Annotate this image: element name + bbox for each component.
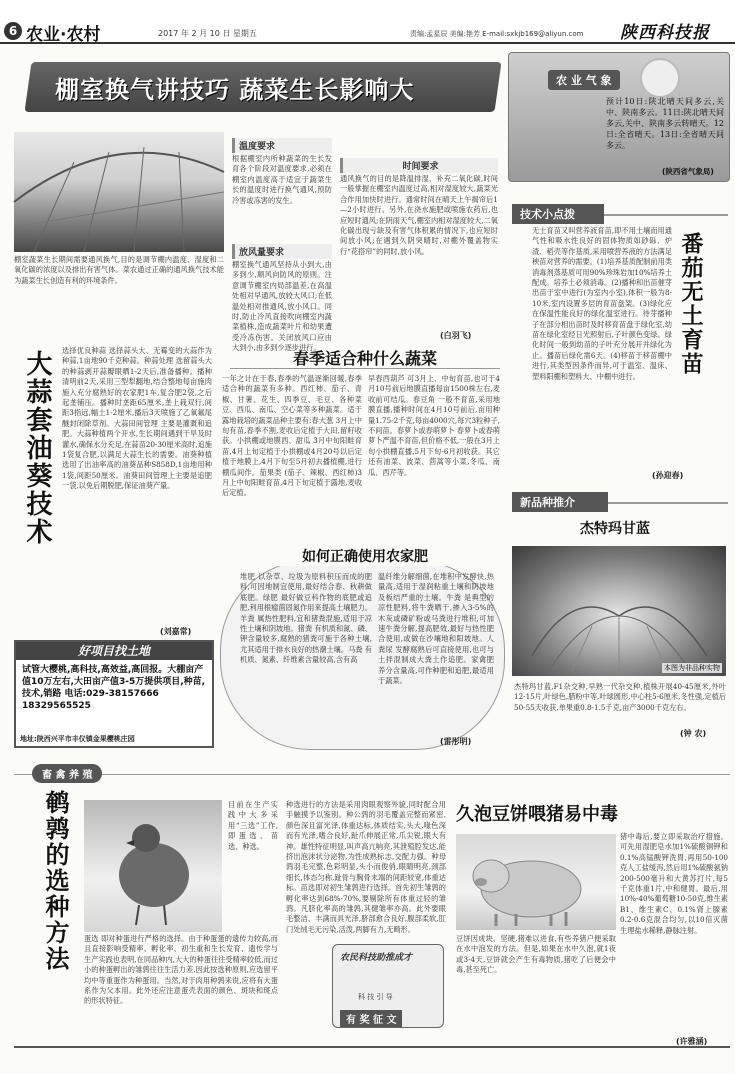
manure-title: 如何正确使用农家肥 [230, 546, 500, 566]
spring-col1: 一年之计在于春,春季的气温逐渐回暖,春季适合种的蔬菜有多种。西红柿、茄子、青椒、甘薯、花生、四季豆、毛豆、各种菜豆、西瓜、南瓜、空心菜等多种蔬菜。适于露地栽培的蔬菜品种主要有:春大葱 3月上中旬有苗,春季不割,麦收后定植于大田,留籽收获。小拱棚或地膜西、甜瓜 3月中旬阳畦育苗,4月上旬定植于小拱棚或4月20号以后定植于地膜上,4月下旬至5月初去播植棚,进行棚瓜间作。茄果类 (茄子、辣椒、西红柿)3月上中旬阳畦育苗,4月下旬定植于露地,麦收后定植。 [222, 374, 362, 498]
piglet-shape-icon [456, 834, 616, 930]
variety-text: 杰特玛甘蓝,F1杂交种,早熟一代杂交种,植株开展40-45厘米,外叶12-15片,叶绿色,腊粉中等,叶球圆形,中心柱5-6厘米,冬性强,定植后50-55天收获,单果重0.8-1.5千克,亩产3000千克左右。 [514, 682, 726, 712]
stamp-line2: 科 技 引 导 [358, 993, 393, 1001]
manure-col1: 堆肥 以杂草、垃圾为原料积压而成的肥料,可因地制宜使用,最好结合春、秋耕做底肥。绿肥 最好做豆科作物的底肥或追肥,利用根瘤菌固氮作用来提高土壤肥力。羊粪 属热性肥料,宜和猪粪混施,适用于凉性土壤和阴坡地。猪粪 有机质和氮、磷、钾含量较多,腐熟的猪粪可施于各种土壤,尤其适用于排水良好的热潮土壤。马粪 有机质、氮素、纤维素含量较高,含有高 [240, 572, 372, 665]
spring-rule [230, 368, 500, 369]
sun-icon [640, 58, 680, 98]
cabbage-photo-caption: 本图为非品种实物 [664, 664, 720, 672]
quail-title: 鹌鹑的选种方法 [41, 790, 69, 972]
temperature-text: 根据棚室内所种蔬菜的生长发育各个阶段对温度要求,必须在棚室内温度高于适宜于蔬菜生长的温度时进行换气通风,预防冷害或冻害的发生。 [232, 154, 332, 205]
editor-line: 责编:孟星辰 美编:艳芳 E-mail:sxkjb169@aliyun.com [410, 30, 584, 38]
weather-text: 预计10日:陕北晴天间多云,关中、陕南多云。11日:陕北晴天间多云,关中、陕南多云转晴天。12日:全省晴天。13日:全省晴天间多云。 [606, 97, 724, 150]
variety-rule [608, 502, 728, 504]
timing-text: 通风换气的目的是降温排湿、补充二氧化碳,时间一般掌握在棚室内温度过高,相对湿度较大,蔬菜光合作用加快时进行。通常时间在晴天上午揭帘后1—2小时进行。另外,在浇水施肥或喷施农药后,也应短时通风;在阴雨天气,棚室内相对湿度较大,二氧化碳出现亏缺及有害气体积累的情况下,也应短时间放小风;在遇到久阴突晴时,对棚外覆盖物实行“花搭帘”的同时,放小风。 [340, 174, 498, 256]
tips-text: 无土育苗又叫营养液育苗,即不用土壤而用通气性和吸水性良好的固体物质如砂砾、炉渣、稻壳等作基质,采用喷营养液的方法满足秧苗对营养的需要。(1)培养基质配制前用类消毒剂蒸基质可用90%珍珠岩加10%培养土配成。培养土必须消毒。(2)播种和出苗催芽出苗于室中进行(为室内小室),体积一般为8-10米,室内设置多层的育苗盘架。(3)绿化应在保温性能良好的绿化温室进行。待芽播种子在部分相出苗时及时移育苗盘于绿化室,幼苗在绿化室经日光照射后,子叶颜色变绿。绿化时间一般到幼苗的子叶充分展开并绿化为止。播苗后绿化需6天。(4)移苗于移苗棚中进行,其类型因条件而异,可于温室、温床、塑料阳棚和塑料大、中棚中进行。 [532, 226, 672, 381]
greenhouse-caption: 棚室蔬菜生长期间需要通风换气,目的是调节棚内温度、湿度和二氧化碳的浓度以及排出有害气体。菜农通过正确的通风换气技术能为蔬菜生长创造有利的环境条件。 [14, 255, 224, 285]
cabbage-photo [512, 546, 726, 676]
spring-title: 春季适合种什么蔬菜 [292, 349, 437, 368]
garlic-title: 大蒜套油葵技术 [22, 350, 52, 546]
airflow-text: 棚室换气通风坚持从小到大,由多到少,顺风向防风的原则。注意调节棚室内局部温差,在高温处相对早通风,放较大风口;在低温处相对推通风,放小风口。同时,防止冷风直接吹向棚室内蔬菜植株,造成蔬菜叶片和幼果遭受冷冻伤害。关闭放风口应由大到小,由多到少逐步进行。 [232, 260, 332, 353]
issue-date-text: 2017 年 2 月 10 日 [158, 29, 231, 38]
pig-text-left: 豆饼因成块、坚硬,猪难以进食,有些养猪户便采取在水中泡发的方法。但是,如果在水中久泡,就1夜或3-4天,豆饼就会产生有毒物质,猪吃了后便会中毒,甚至死亡。 [456, 934, 616, 975]
livestock-band: 畜 禽 养 殖 [32, 764, 102, 783]
page-number-badge [4, 22, 22, 40]
garlic-text: 选择优良种蒜 选择蒜头大、无霉变的大蒜作为种蒜,1亩地90千克种蒜。种蒜处理 选留蒜头大的种蒜剥开蒜瓣眼晒1-2天后,准备播种。播种 清明前2天,采用三型犁翻地,结合整地每亩施肉施入充分腐熟好的农家肥1车,复合肥2袋,之后起垄铺压。播种时垄距65厘米,垄上栽双行,间距3指远,幅土1-2厘米,播后3天喷施了乙氧氟尾醚封闭除草剂。大蒜田间管理 主要是灌溉和追肥。大蒜种植两个开水,生长期间遇到干旱及时灌水,确保水分充足,在蒜苗20-30厘米高时,追施1袋复合肥,以满足大蒜生长的需要。油葵种植 选用了出油率高的油葵品种S858D,1亩地用种1袋,间距50厘米。油葵田间管理上主要是追肥一袋,以免后期脱肥,保证油葵产量。 [62, 346, 212, 491]
stamp-line1: 农民科技助推成才 [340, 953, 413, 963]
issue-weekday: 星期五 [232, 29, 257, 38]
main-title: 棚室换气讲技巧 蔬菜生长影响大 [55, 76, 415, 104]
spring-col2: 早春西葫芦 可3月上、中旬育苗,也可于4月10号前后地膜直播每亩1500株左右,麦收前可结瓜。春豆角 一般不育苗,采用地膜直播,播种时间在4月10号前后,亩用种量1.75-2千克,每亩4000穴,每穴3粒种子,不间苗。春萝卜或春萌萝卜 春萝卜或春萌萝卜严温不育苗,但价格不低,一般在3月上旬小拱棚直播,5月下旬-6月初收获。其它还有油菜、波菜、茴蒿等小菜,冬瓜、南瓜、西芹等。 [368, 374, 500, 477]
main-byline: (白羽飞) [440, 331, 472, 340]
quail-text-top: 目前在生产实践中大多采用“三选”工作,即蛋选、苗选、种选。 [228, 800, 278, 851]
temperature-head: 温度要求 [232, 138, 332, 153]
variety-label: 新品种推介 [512, 492, 608, 512]
piglet-photo [456, 834, 616, 930]
ad-text: 试管大樱桃,高科技,高效益,高回报。大棚亩产值10万左右,大田亩产值3-5万提供项目,种苗,技术,销路 电话:029-38157666 18329565525 [22, 665, 206, 711]
livestock-rule-top [14, 774, 730, 775]
tips-title: 番茄无土育苗 [678, 232, 703, 376]
bottom-rule [14, 1046, 730, 1048]
quail-photo [84, 800, 222, 932]
cabbage-leaves-icon [512, 546, 726, 676]
quail-text-left: 蛋选 即对种蛋进行严格的选择。由于种蛋蛋的遗传力较高,而且直接影响受精率、孵化率、初生重和生长发育、遗传学与生产实践也表明,在同品种内,大大的种蛋往往受精率较低,而过小的种蛋孵出的雏鹑往往生活力差,因此按选种原则,应选留平均中等重蛋作为种蛋用。当然,对于肉用种鹑来说,应将有大蛋系作为父本用。此外还应注意蛋壳表面的颜色、斑块和斑点的形状特征。 [84, 934, 278, 1006]
variety-byline: (钟 农) [680, 729, 707, 738]
garlic-byline: (刘嘉常) [160, 627, 192, 636]
stamp-line3: 有 奖 征 文 [340, 1010, 402, 1027]
page-number: 6 [8, 24, 18, 38]
ad-head: 好项目找土地 [16, 642, 212, 660]
weather-source: (陕西省气象局) [662, 167, 714, 176]
quail-shape-icon [84, 800, 222, 932]
section-title: 农业·农村 [26, 25, 101, 45]
pig-text-right: 猪中毒后,要立即采取治疗措施。可先用湿肥皂水加1%硫酸铜钾和0.1%高锰酸钾洗胃,再用50-100克人工盐缓泻,然后用1%硫酸氨钠200-500毫升和大黄苏打片,每5千克体重1片,中和健胃。最后,用10%-40%葡萄糖10-50克,维生素B1、维生素C、0.1%肾上腺素0.2-0.6克混合均匀,以10倍灭菌生理盐水稀释,静脉注射。 [620, 832, 728, 935]
greenhouse-frame-icon [14, 132, 224, 252]
weather-title: 农 业 气 象 [548, 70, 620, 90]
airflow-head: 放风量要求 [232, 244, 332, 259]
greenhouse-photo [14, 132, 224, 252]
ad-address: 地址:陕西兴平市丰仪镇金果樱桃庄园 [20, 735, 135, 743]
variety-title: 杰特玛甘蓝 [580, 521, 650, 537]
pig-byline: (许雅涵) [676, 1037, 708, 1046]
timing-head: 时间要求 [340, 158, 498, 173]
manure-byline: (雷彤明) [440, 737, 472, 746]
tips-byline: (孙迎春) [652, 471, 684, 480]
pig-title: 久泡豆饼喂猪易中毒 [456, 804, 618, 825]
manure-col2: 温纤维分解细菌,在堆积中发酵快,热量高,适用于湿润粘重土壤和阴坡地及板结严重的土壤。牛粪 是典型的凉性肥料,将牛粪晒干,掺入3-5%的木灰或磷矿粉或马粪进行堆积,可加速牛粪分解,提高肥效,最好与热性肥合使用,或做在沙壤地和阳坡地。人粪尿 发酵腐熟后可直接使用,也可与土拌混制成大粪土作追肥。家禽肥 养分含量高,可作种肥和追肥,最适用于蔬菜。 [378, 572, 494, 686]
issue-date [158, 28, 257, 39]
masthead: 陕西科技报 [620, 23, 710, 43]
page-header [0, 0, 735, 44]
tips-label: 技术小点拨 [512, 204, 604, 224]
tips-rule [604, 214, 728, 216]
quail-text-right: 种选进行的方法是采用肉眼观察外貌,同时配合用手触摸予以鉴别。种公鹑的羽毛覆盖完整而紧密,颜色深且富光泽,体重达标,体质结实,头大,喙色深而有光泽,嗜合良好,趾爪伸展正常,爪尖锐,眼大有神。雄性特征明显,叫声高亢响亮,其泄殖腔发达,能挤出泡沫状分泌物,为性成熟标志,交配力强。种母鹑羽毛完整,色彩明显,头小而俊俏,眼睛明亮,颈部细长,体态匀称,趾骨与胸骨末端的间距较宽,体重达标。苗选即对初生雏鹑进行选择。首先初生雏鹑的孵化率达到68%-70%,要剔除所有体重过轻的雏鹑。凡脐化率高的雏鹑,其健雏率亦高。此外要眼毛整洁、丰满而具光泽,脐部愈合良好,腹部柔软,肛门处绒毛无污染,活泼,两脚有力,无畸形。 [286, 800, 446, 934]
